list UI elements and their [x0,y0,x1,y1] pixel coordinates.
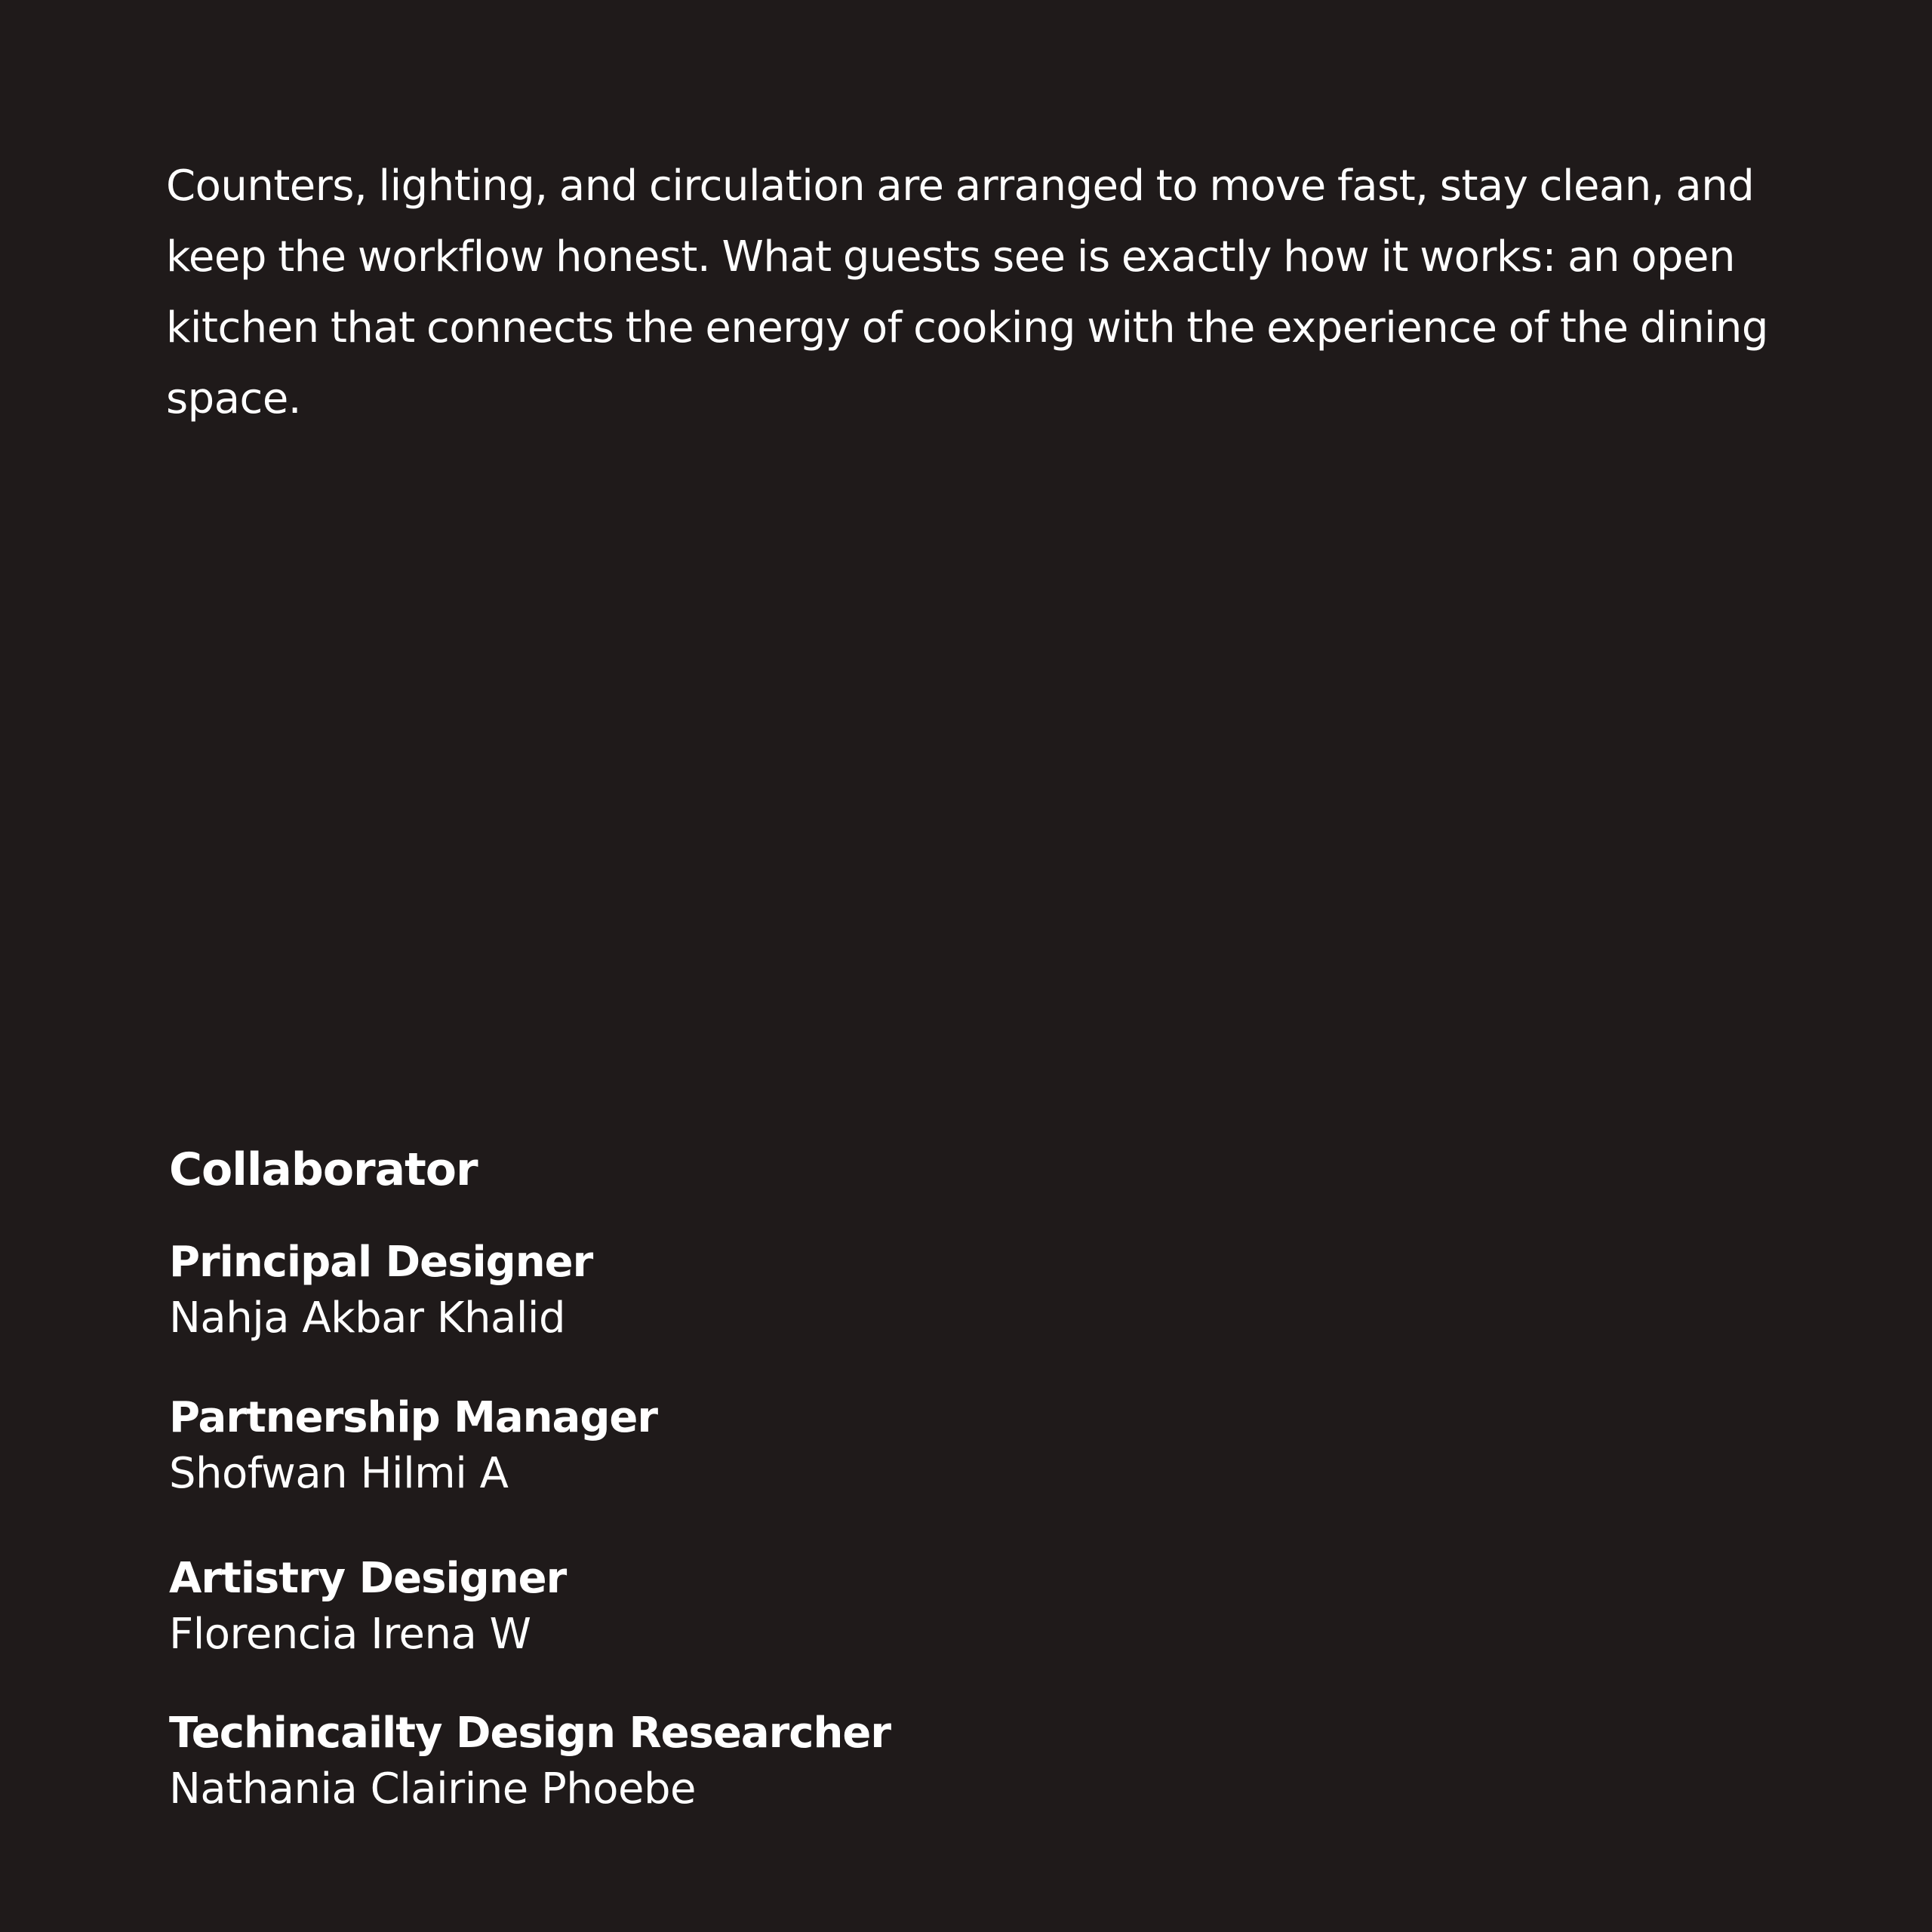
credit-entry [169,1390,657,1502]
credit-name: Nathania Clairine Phoebe [169,1764,696,1814]
intro-paragraph: Counters, lighting, and circulation are arranged to move fast, stay clean, and keep the workflow honest. What guests see is exactly how it works: an open kitchen that connects the energy of cooking with the experience of the dining space. [166,162,1768,423]
credit-name: Nahja Akbar Khalid [169,1294,565,1343]
credit-role: Techincailty Design Researcher [169,1709,891,1758]
credit-name: Shofwan Hilmi A [169,1449,509,1498]
credit-entry [169,1706,891,1817]
credit-entry [169,1551,566,1663]
collaborator-heading: Collaborator [169,1143,478,1196]
credit-name: Florencia Irena W [169,1610,531,1659]
credit-role: Artistry Designer [169,1554,567,1603]
credit-role: Partnership Manager [169,1393,658,1442]
credit-entry [169,1235,592,1346]
credit-role: Principal Designer [169,1238,593,1287]
